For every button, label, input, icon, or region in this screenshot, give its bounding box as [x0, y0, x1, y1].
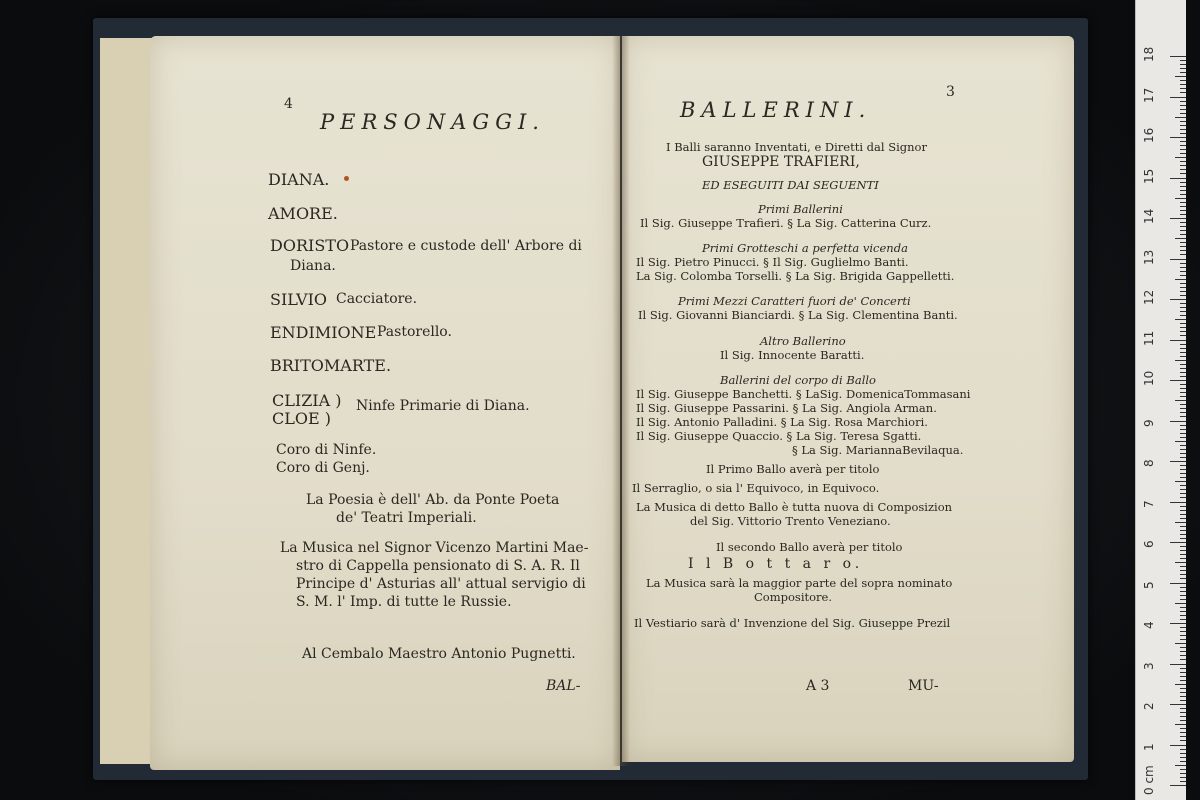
mezzi-title: Primi Mezzi Caratteri fuori de' Concerti [678, 294, 911, 308]
ruler-tick [1180, 566, 1186, 567]
ruler-tick [1170, 785, 1186, 786]
ruler-tick [1180, 445, 1186, 446]
ruler-label: 7 [1142, 499, 1156, 508]
ruler-tick [1180, 761, 1186, 762]
ruler-tick [1170, 502, 1186, 503]
ruler-tick [1180, 688, 1186, 689]
corpo-line-1: Il Sig. Giuseppe Banchetti. § LaSig. DomenicaTommasani [636, 387, 971, 401]
ruler-label: 4 [1142, 621, 1156, 629]
ruler-tick [1180, 773, 1186, 774]
ruler-tick [1180, 173, 1186, 174]
character-cloe: CLOE ) [272, 409, 331, 428]
altro-name: Il Sig. Innocente Baratti. [720, 348, 865, 362]
cembalo-line: Al Cembalo Maestro Antonio Pugnetti. [302, 646, 576, 662]
ruler-tick [1175, 198, 1186, 199]
ruler-tick [1180, 315, 1186, 316]
ruler-tick [1180, 101, 1186, 102]
coro-genj: Coro di Genj. [276, 460, 370, 476]
ruler-tick [1175, 765, 1186, 766]
ruler-tick [1180, 696, 1186, 697]
ruler-tick [1180, 473, 1186, 474]
ruler-tick [1180, 497, 1186, 498]
primo-ballo-line-1: Il Primo Ballo averà per titolo [706, 462, 880, 476]
ruler-tick [1180, 672, 1186, 673]
ruler-tick [1180, 88, 1186, 89]
character-diana: DIANA. [268, 170, 330, 189]
ruler-label: 6 [1142, 540, 1156, 548]
ruler-tick [1180, 323, 1186, 324]
ruler-tick [1180, 615, 1186, 616]
ruler-tick [1180, 388, 1186, 389]
ruler-tick [1180, 716, 1186, 717]
ruler-tick [1180, 169, 1186, 170]
ruler-tick [1170, 745, 1186, 746]
ruler-tick [1180, 230, 1186, 231]
ruler-tick [1180, 647, 1186, 648]
ruler-tick [1180, 635, 1186, 636]
character-doristo-desc: Pastore e custode dell' Arbore di [350, 238, 582, 254]
ruler-tick [1175, 117, 1186, 118]
ruler-tick [1180, 477, 1186, 478]
ruler-tick [1180, 578, 1186, 579]
ruler-tick [1180, 404, 1186, 405]
ruler-label: 11 [1142, 330, 1156, 346]
ruler-tick [1180, 392, 1186, 393]
musica-line-3: La Musica sarà la maggior parte del sopra nominato [646, 576, 953, 590]
ruler-tick [1180, 129, 1186, 130]
intro-line-3: ED ESEGUITI DAI SEGUENTI [702, 178, 879, 192]
ruler-tick [1175, 441, 1186, 442]
ruler-tick [1180, 599, 1186, 600]
ruler-tick [1180, 489, 1186, 490]
ruler-tick [1180, 558, 1186, 559]
ruler-tick [1180, 740, 1186, 741]
ruler-label: 3 [1142, 661, 1156, 670]
ruler-tick [1180, 327, 1186, 328]
primi-names: Il Sig. Giuseppe Trafieri. § La Sig. Catterina Curz. [640, 216, 932, 230]
musica-ballo-line-1: La Musica di detto Ballo è tutta nuova di Composizion [636, 500, 953, 514]
grotteschi-line-1: Il Sig. Pietro Pinucci. § Il Sig. Guglielmo Banti. [636, 255, 909, 269]
ruler-tick [1180, 753, 1186, 754]
signature-mark: A 3 [806, 678, 830, 694]
ruler-tick [1180, 416, 1186, 417]
intro-line-2: GIUSEPPE TRAFIERI, [702, 154, 860, 170]
ruler-tick [1170, 664, 1186, 665]
ruler-tick [1180, 335, 1186, 336]
ruler-tick [1180, 627, 1186, 628]
ruler-tick [1180, 84, 1186, 85]
ruler-tick [1180, 60, 1186, 61]
ruler-tick [1180, 267, 1186, 268]
ruler-tick [1180, 550, 1186, 551]
primi-title: Primi Ballerini [758, 202, 843, 216]
poesia-line-1: La Poesia è dell' Ab. da Ponte Poeta [306, 492, 560, 508]
ruler-tick [1180, 546, 1186, 547]
ruler-tick [1175, 603, 1186, 604]
intro-line-1: I Balli saranno Inventati, e Diretti dal Signor [666, 140, 927, 154]
ruler-tick [1180, 668, 1186, 669]
ruler-label: 14 [1142, 208, 1156, 224]
ruler-tick [1180, 283, 1186, 284]
right-page-number: 3 [946, 84, 955, 100]
ruler-tick [1180, 161, 1186, 162]
ruler-tick [1180, 186, 1186, 187]
ruler-tick [1175, 643, 1186, 644]
musica-line-2: stro di Cappella pensionato di S. A. R. Il [296, 558, 580, 574]
corpo-line-3: Il Sig. Antonio Palladini. § La Sig. Rosa Marchiori. [636, 415, 928, 429]
corpo-line-5: § La Sig. MariannaBevilaqua. [792, 443, 964, 457]
ruler-tick [1180, 720, 1186, 721]
ruler-tick [1170, 583, 1186, 584]
ruler-tick [1180, 234, 1186, 235]
ruler-tick [1180, 433, 1186, 434]
ruler-tick [1180, 165, 1186, 166]
ruler-label: 16 [1142, 127, 1156, 143]
character-doristo: DORISTO [270, 236, 350, 255]
ruler-tick [1180, 149, 1186, 150]
character-amore: AMORE. [268, 204, 338, 223]
ruler-tick [1180, 250, 1186, 251]
ruler-tick [1180, 781, 1186, 782]
ruler-tick [1180, 287, 1186, 288]
corpo-title: Ballerini del corpo di Ballo [720, 373, 876, 387]
ruler-tick [1180, 372, 1186, 373]
ruler-tick [1180, 518, 1186, 519]
ruler-tick [1180, 526, 1186, 527]
ruler-tick [1180, 109, 1186, 110]
ruler-tick [1180, 133, 1186, 134]
ruler-tick [1180, 295, 1186, 296]
left-page-title: PERSONAGGI. [320, 110, 545, 134]
ruler-tick [1170, 137, 1186, 138]
ruler-tick [1180, 534, 1186, 535]
secondo-ballo-title: I l B o t t a r o. [688, 556, 864, 572]
ruler-tick [1180, 396, 1186, 397]
ruler-tick [1180, 291, 1186, 292]
ruler-tick [1180, 202, 1186, 203]
ruler-tick [1180, 651, 1186, 652]
corpo-line-4: Il Sig. Giuseppe Quaccio. § La Sig. Teresa Sgatti. [636, 429, 922, 443]
ruler-tick [1180, 574, 1186, 575]
ruler-tick [1170, 421, 1186, 422]
character-endimione-desc: Pastorello. [377, 324, 452, 340]
ruler-tick [1180, 206, 1186, 207]
ruler-tick [1180, 619, 1186, 620]
ruler-tick [1180, 194, 1186, 195]
ruler-tick [1180, 680, 1186, 681]
ruler-tick [1180, 712, 1186, 713]
ruler-tick [1180, 254, 1186, 255]
character-britomarte: BRITOMARTE. [270, 356, 392, 375]
ruler-tick [1170, 97, 1186, 98]
ruler-tick [1180, 429, 1186, 430]
poesia-line-2: de' Teatri Imperiali. [336, 510, 477, 526]
ruler-tick [1175, 279, 1186, 280]
ruler-tick [1180, 425, 1186, 426]
character-silvio: SILVIO [270, 290, 327, 309]
ruler-tick [1180, 210, 1186, 211]
ruler-tick [1180, 246, 1186, 247]
left-catchword: BAL- [546, 678, 581, 694]
ruler-tick [1175, 724, 1186, 725]
character-silvio-desc: Cacciatore. [336, 291, 418, 307]
ruler-tick [1180, 449, 1186, 450]
ruler-tick [1180, 700, 1186, 701]
ruler-tick [1180, 376, 1186, 377]
ruler-tick [1180, 331, 1186, 332]
mezzi-names: Il Sig. Giovanni Bianciardi. § La Sig. Clementina Banti. [638, 308, 958, 322]
ruler-tick [1180, 554, 1186, 555]
ruler-tick [1180, 595, 1186, 596]
ruler-tick [1180, 113, 1186, 114]
ruler-tick [1180, 141, 1186, 142]
ruler-tick [1170, 380, 1186, 381]
ruler-tick [1180, 749, 1186, 750]
ruler-tick [1175, 400, 1186, 401]
musica-line-1: La Musica nel Signor Vicenzo Martini Mae- [280, 540, 589, 556]
ruler-tick [1180, 510, 1186, 511]
ruler-tick [1180, 311, 1186, 312]
ruler-tick [1180, 659, 1186, 660]
ruler-tick [1180, 263, 1186, 264]
ruler-tick [1180, 222, 1186, 223]
ruler-tick [1180, 587, 1186, 588]
musica-line-4: Compositore. [754, 590, 832, 604]
ruler-tick [1175, 481, 1186, 482]
character-clizia: CLIZIA ) [272, 391, 342, 410]
ruler-tick [1180, 607, 1186, 608]
ruler-tick [1175, 319, 1186, 320]
book-gutter [612, 36, 630, 766]
ruler-label: 12 [1142, 289, 1156, 305]
ruler-tick [1170, 259, 1186, 260]
ruler-tick [1180, 121, 1186, 122]
ruler-tick [1180, 182, 1186, 183]
ruler-tick [1180, 68, 1186, 69]
ruler-label: 9 [1142, 418, 1156, 427]
ruler-tick [1180, 591, 1186, 592]
ruler-tick [1170, 218, 1186, 219]
ruler-label: 2 [1142, 702, 1156, 710]
ruler-tick [1180, 639, 1186, 640]
ruler-tick [1175, 522, 1186, 523]
ruler-tick [1180, 506, 1186, 507]
ruler-tick [1170, 299, 1186, 300]
ruler-tick [1180, 465, 1186, 466]
ruler-tick [1180, 352, 1186, 353]
ruler-tick [1180, 676, 1186, 677]
ruler-tick [1180, 530, 1186, 531]
ruler-tick [1180, 275, 1186, 276]
ruler-tick [1180, 145, 1186, 146]
ninfe-desc: Ninfe Primarie di Diana. [356, 398, 530, 414]
ruler-tick [1180, 125, 1186, 126]
right-page-title: BALLERINI. [680, 98, 872, 122]
ruler-tick [1170, 542, 1186, 543]
ruler-tick [1180, 226, 1186, 227]
ruler-tick [1180, 485, 1186, 486]
ruler-tick [1180, 728, 1186, 729]
ruler-tick [1180, 692, 1186, 693]
ruler-tick [1180, 736, 1186, 737]
ruler-tick [1180, 214, 1186, 215]
ruler-tick [1175, 360, 1186, 361]
ruler-tick [1175, 76, 1186, 77]
ruler-tick [1170, 340, 1186, 341]
ruler-tick [1180, 777, 1186, 778]
grotteschi-line-2: La Sig. Colomba Torselli. § La Sig. Brigida Gappelletti. [636, 269, 955, 283]
ink-mark [344, 176, 349, 181]
ruler-tick [1180, 307, 1186, 308]
ruler-label: 1 [1142, 742, 1156, 751]
ruler-tick [1180, 348, 1186, 349]
character-endimione: ENDIMIONE [270, 323, 377, 342]
ruler-tick [1180, 271, 1186, 272]
ruler-tick [1180, 631, 1186, 632]
musica-line-3: Principe d' Asturias all' attual servigio di [296, 576, 586, 592]
left-page-number: 4 [284, 96, 293, 112]
musica-ballo-line-2: del Sig. Vittorio Trento Veneziano. [690, 514, 891, 528]
ruler-tick [1170, 461, 1186, 462]
ruler-tick [1180, 72, 1186, 73]
ruler-label: 0 cm [1142, 765, 1156, 795]
ruler-label: 13 [1142, 249, 1156, 265]
ruler-tick [1180, 364, 1186, 365]
ruler-tick [1180, 356, 1186, 357]
primo-ballo-line-2: Il Serraglio, o sia l' Equivoco, in Equivoco. [632, 481, 880, 495]
altro-title: Altro Ballerino [760, 334, 846, 348]
ruler-label: 8 [1142, 459, 1156, 467]
right-catchword: MU- [908, 678, 939, 694]
ruler-tick [1170, 56, 1186, 57]
ruler-tick [1180, 344, 1186, 345]
character-doristo-desc-cont: Diana. [290, 258, 336, 274]
ruler-tick [1180, 611, 1186, 612]
ruler-tick [1180, 303, 1186, 304]
ruler-tick [1180, 92, 1186, 93]
ruler-tick [1170, 623, 1186, 624]
ruler-tick [1180, 190, 1186, 191]
ruler-tick [1180, 80, 1186, 81]
ruler-tick [1175, 684, 1186, 685]
vestiario-line: Il Vestiario sarà d' Invenzione del Sig. Giuseppe Prezil [634, 616, 951, 630]
ruler-tick [1180, 708, 1186, 709]
ruler-tick [1180, 453, 1186, 454]
ruler-tick [1180, 538, 1186, 539]
ruler-tick [1180, 655, 1186, 656]
ruler-label: 18 [1142, 46, 1156, 62]
ruler-tick [1180, 437, 1186, 438]
ruler-tick [1180, 493, 1186, 494]
ruler-label: 5 [1142, 580, 1156, 589]
measurement-ruler [1135, 0, 1186, 800]
ruler-tick [1180, 153, 1186, 154]
corpo-line-2: Il Sig. Giuseppe Passarini. § La Sig. Angiola Arman. [636, 401, 937, 415]
ruler-tick [1180, 105, 1186, 106]
ruler-tick [1170, 704, 1186, 705]
ruler-tick [1180, 757, 1186, 758]
grotteschi-title: Primi Grotteschi a perfetta vicenda [702, 241, 908, 255]
ruler-tick [1180, 64, 1186, 65]
secondo-ballo-line-1: Il secondo Ballo averà per titolo [716, 540, 903, 554]
ruler-tick [1180, 384, 1186, 385]
ruler-tick [1180, 412, 1186, 413]
ruler-tick [1175, 157, 1186, 158]
ruler-tick [1180, 457, 1186, 458]
ruler-tick [1170, 178, 1186, 179]
ruler-tick [1180, 469, 1186, 470]
ruler-tick [1175, 238, 1186, 239]
coro-ninfe: Coro di Ninfe. [276, 442, 377, 458]
ruler-tick [1180, 514, 1186, 515]
ruler-tick [1180, 570, 1186, 571]
ruler-tick [1180, 368, 1186, 369]
ruler-tick [1180, 242, 1186, 243]
musica-line-4: S. M. l' Imp. di tutte le Russie. [296, 594, 512, 610]
ruler-tick [1180, 769, 1186, 770]
ruler-label: 15 [1142, 168, 1156, 184]
ruler-tick [1180, 732, 1186, 733]
ruler-tick [1180, 408, 1186, 409]
ruler-label: 17 [1142, 87, 1156, 103]
ruler-label: 10 [1142, 370, 1156, 386]
ruler-tick [1175, 562, 1186, 563]
